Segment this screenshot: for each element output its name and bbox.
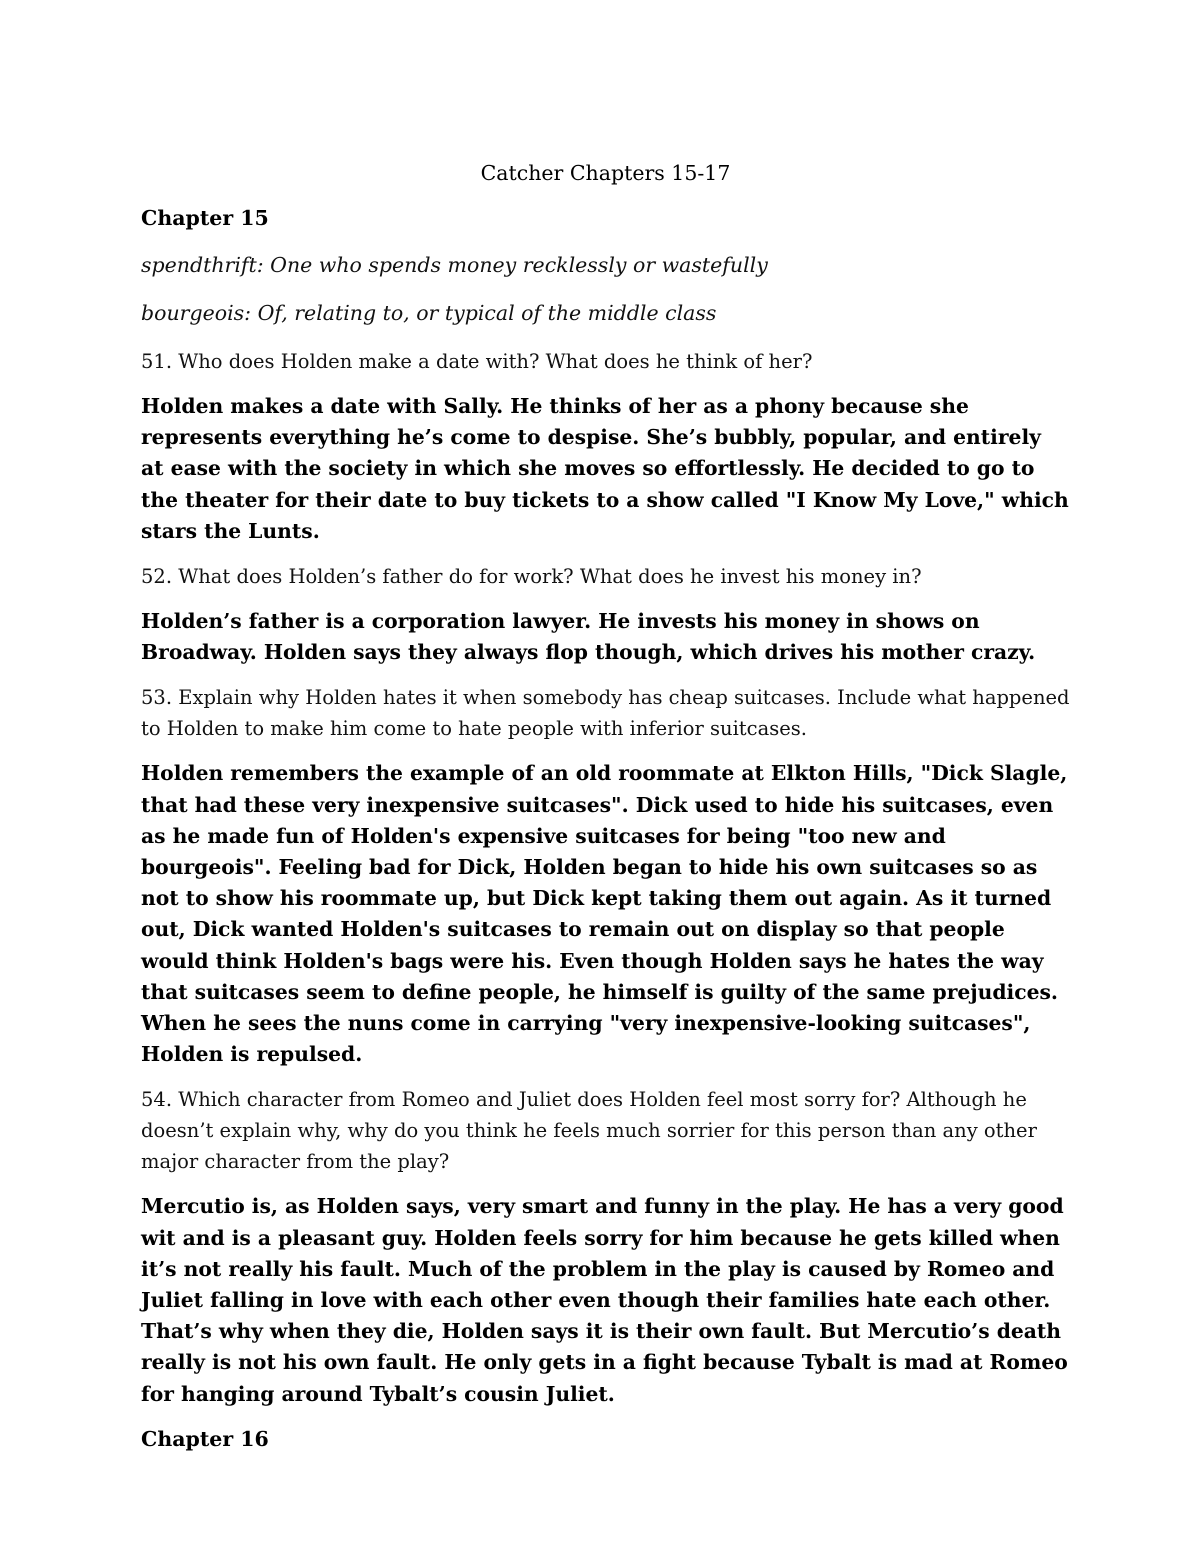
vocab-spendthrift: spendthrift: One who spends money recklessly or wastefully (141, 253, 768, 277)
vocab-bourgeois: bourgeois: Of, relating to, or typical of the middle class (141, 301, 717, 325)
chapter-16-heading: Chapter 16 (141, 1426, 269, 1451)
question-53: 53. Explain why Holden hates it when somebody has cheap suitcases. Include what happened to Holden to make him come to hate people with inferior suitcases. (141, 686, 1070, 741)
answer-52: Holden’s father is a corporation lawyer. He invests his money in shows on Broadway. Holden says they always flop though, which drives his mother crazy. (141, 609, 1036, 665)
answer-54: Mercutio is, as Holden says, very smart and funny in the play. He has a very good wit and is a pleasant guy. Holden feels sorry for him because he gets killed when it’s not really his fault. Much of the problem in the play is caused by Romeo and Juliet falling in love with each other even though their families hate each other. That’s why when they die, Holden says it is their own fault. But Mercutio’s death really is not his own fault. He only gets in a fight because Tybalt is mad at Romeo for hanging around Tybalt’s cousin Juliet. (141, 1194, 1068, 1406)
answer-53: Holden remembers the example of an old roommate at Elkton Hills, "Dick Slagle, that had these very inexpensive suitcases". Dick used to hide his suitcases, even as he made fun of Holden's expensive suitcases for being "too new and bourgeois". Feeling bad for Dick, Holden began to hide his own suitcases so as not to show his roommate up, but Dick kept taking them out again. As it turned out, Dick wanted Holden's suitcases to remain out on display so that people would think Holden's bags were his. Even though Holden says he hates the way that suitcases seem to define people, he himself is guilty of the same prejudices. When he sees the nuns come in carrying "very inexpensive-looking suitcases", Holden is repulsed. (141, 761, 1068, 1067)
question-51: 51. Who does Holden make a date with? What does he think of her? (141, 350, 813, 373)
question-54: 54. Which character from Romeo and Juliet does Holden feel most sorry for? Although he doesn’t explain why, why do you think he feels much sorrier for this person than any other major character from the play? (141, 1088, 1037, 1174)
chapter-15-heading: Chapter 15 (141, 206, 269, 230)
question-52: 52. What does Holden’s father do for work? What does he invest his money in? (141, 565, 922, 589)
answer-51: Holden makes a date with Sally. He thinks of her as a phony because she represents everything he’s come to despise. She’s bubbly, popular, and entirely at ease with the society in which she moves so effortlessly. He decided to go to the theater for their date to buy tickets to a show called "I Know My Love," which stars the Lunts. (141, 394, 1069, 543)
document-title: Catcher Chapters 15-17 (480, 161, 731, 185)
